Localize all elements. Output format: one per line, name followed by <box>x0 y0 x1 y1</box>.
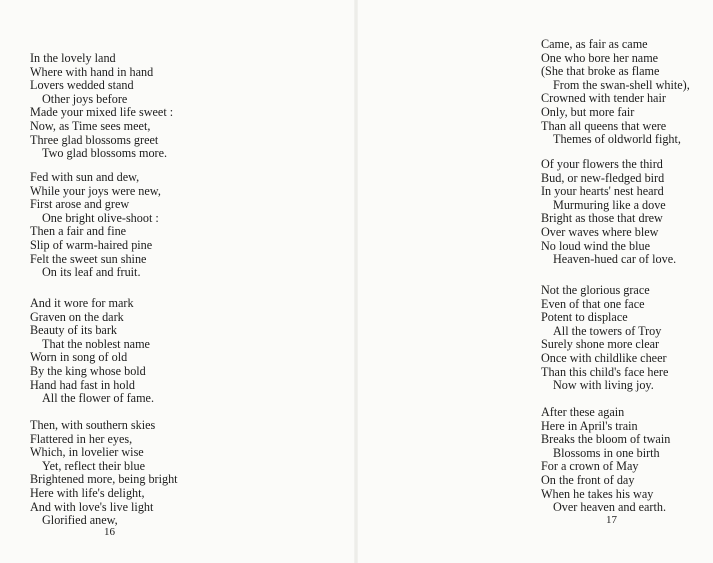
poem-line: Even of that one face <box>541 296 645 311</box>
poem-line: Three glad blossoms greet <box>30 132 159 147</box>
poem-line: One bright olive-shoot : <box>42 210 159 225</box>
poem-line: One who bore her name <box>541 50 659 65</box>
stanza <box>541 158 676 267</box>
stanza <box>30 52 173 161</box>
poem-line: Only, but more fair <box>541 104 635 119</box>
poem-line: Themes of oldworld fight, <box>553 132 681 147</box>
right-page <box>356 0 713 563</box>
poem-line: That the noblest name <box>42 336 150 351</box>
poem-line: Breaks the bloom of twain <box>541 432 671 447</box>
poem-line: In your hearts' nest heard <box>541 184 664 199</box>
poem-line: Bright as those that drew <box>541 211 663 226</box>
poem-line: Brightened more, being bright <box>30 472 178 487</box>
poem-line: Where with hand in hand <box>30 64 154 79</box>
poem-line: Over waves where blew <box>541 224 659 239</box>
poem-line: Bud, or new-fledged bird <box>541 170 665 185</box>
poem-line: Of your flowers the third <box>541 157 663 171</box>
poem-line: Murmuring like a dove <box>553 197 666 212</box>
poem-line: Now with living joy. <box>553 378 654 393</box>
poem-line: (She that broke as flame <box>541 64 660 79</box>
poem-line: All the flower of fame. <box>42 391 155 406</box>
poem-line: Worn in song of old <box>30 350 128 365</box>
poem-line: Then a fair and fine <box>30 224 127 239</box>
poem-line: Not the glorious grace <box>541 283 650 297</box>
poem-line: Other joys before <box>42 91 128 106</box>
poem-line: While your joys were new, <box>30 183 161 198</box>
stanza <box>30 297 154 406</box>
poem-line: Graven on the dark <box>30 309 124 324</box>
poem-line: Blossoms in one birth <box>553 445 660 460</box>
poem-line: Crowned with tender hair <box>541 91 666 106</box>
poem-line: After these again <box>541 405 625 419</box>
poem-line: And it wore for mark <box>30 296 134 310</box>
poem-line: Came, as fair as came <box>541 37 648 51</box>
poem-line: Potent to displace <box>541 310 628 325</box>
poem-line: From the swan-shell white), <box>553 77 690 92</box>
page-number: 16 <box>104 526 115 538</box>
poem-line: Beauty of its bark <box>30 323 117 338</box>
left-page <box>0 0 356 563</box>
stanza <box>541 284 668 393</box>
stanza <box>30 171 161 280</box>
poem-line: Then, with southern skies <box>30 418 156 432</box>
poem-line: Glorified anew, <box>42 513 118 528</box>
poem-line: No loud wind the blue <box>541 238 650 253</box>
poem-line: And with love's live light <box>30 499 154 514</box>
poem-line: Slip of warm-haired pine <box>30 237 153 252</box>
poem-line: Fed with sun and dew, <box>30 170 140 184</box>
stanza <box>30 419 178 528</box>
poem-line: Felt the sweet sun shine <box>30 251 147 266</box>
poem-line: Which, in lovelier wise <box>30 445 144 460</box>
poem-line: Once with childlike cheer <box>541 350 667 365</box>
poem-line: Surely shone more clear <box>541 337 660 352</box>
poem-line: Here in April's train <box>541 418 638 433</box>
poem-line: Than this child's face here <box>541 364 669 379</box>
poem-line: On its leaf and fruit. <box>42 265 141 280</box>
poem-line: First arose and grew <box>30 197 130 212</box>
poem-line: Flattered in her eyes, <box>30 431 133 446</box>
poem-line: Over heaven and earth. <box>553 500 667 515</box>
poem-line: For a crown of May <box>541 459 639 474</box>
page-number: 17 <box>606 514 617 526</box>
poem-line: Two glad blossoms more. <box>42 146 168 161</box>
poem-line: Here with life's delight, <box>30 485 145 500</box>
stanza <box>541 406 670 515</box>
poem-line: Hand had fast in hold <box>30 377 135 392</box>
poem-line: When he takes his way <box>541 486 654 501</box>
poem-line: On the front of day <box>541 472 635 487</box>
poem-line: Than all queens that were <box>541 118 667 133</box>
poem-line: By the king whose bold <box>30 363 146 378</box>
poem-line: All the towers of Troy <box>553 323 662 338</box>
poem-line: Now, as Time sees meet, <box>30 118 151 133</box>
poem-line: Made your mixed life sweet : <box>30 105 174 120</box>
poem-line: Lovers wedded stand <box>30 78 134 93</box>
poem-line: Heaven-hued car of love. <box>553 252 677 267</box>
poem-line: Yet, reflect their blue <box>42 458 145 473</box>
stanza <box>541 38 690 147</box>
poem-line: In the lovely land <box>30 51 116 65</box>
